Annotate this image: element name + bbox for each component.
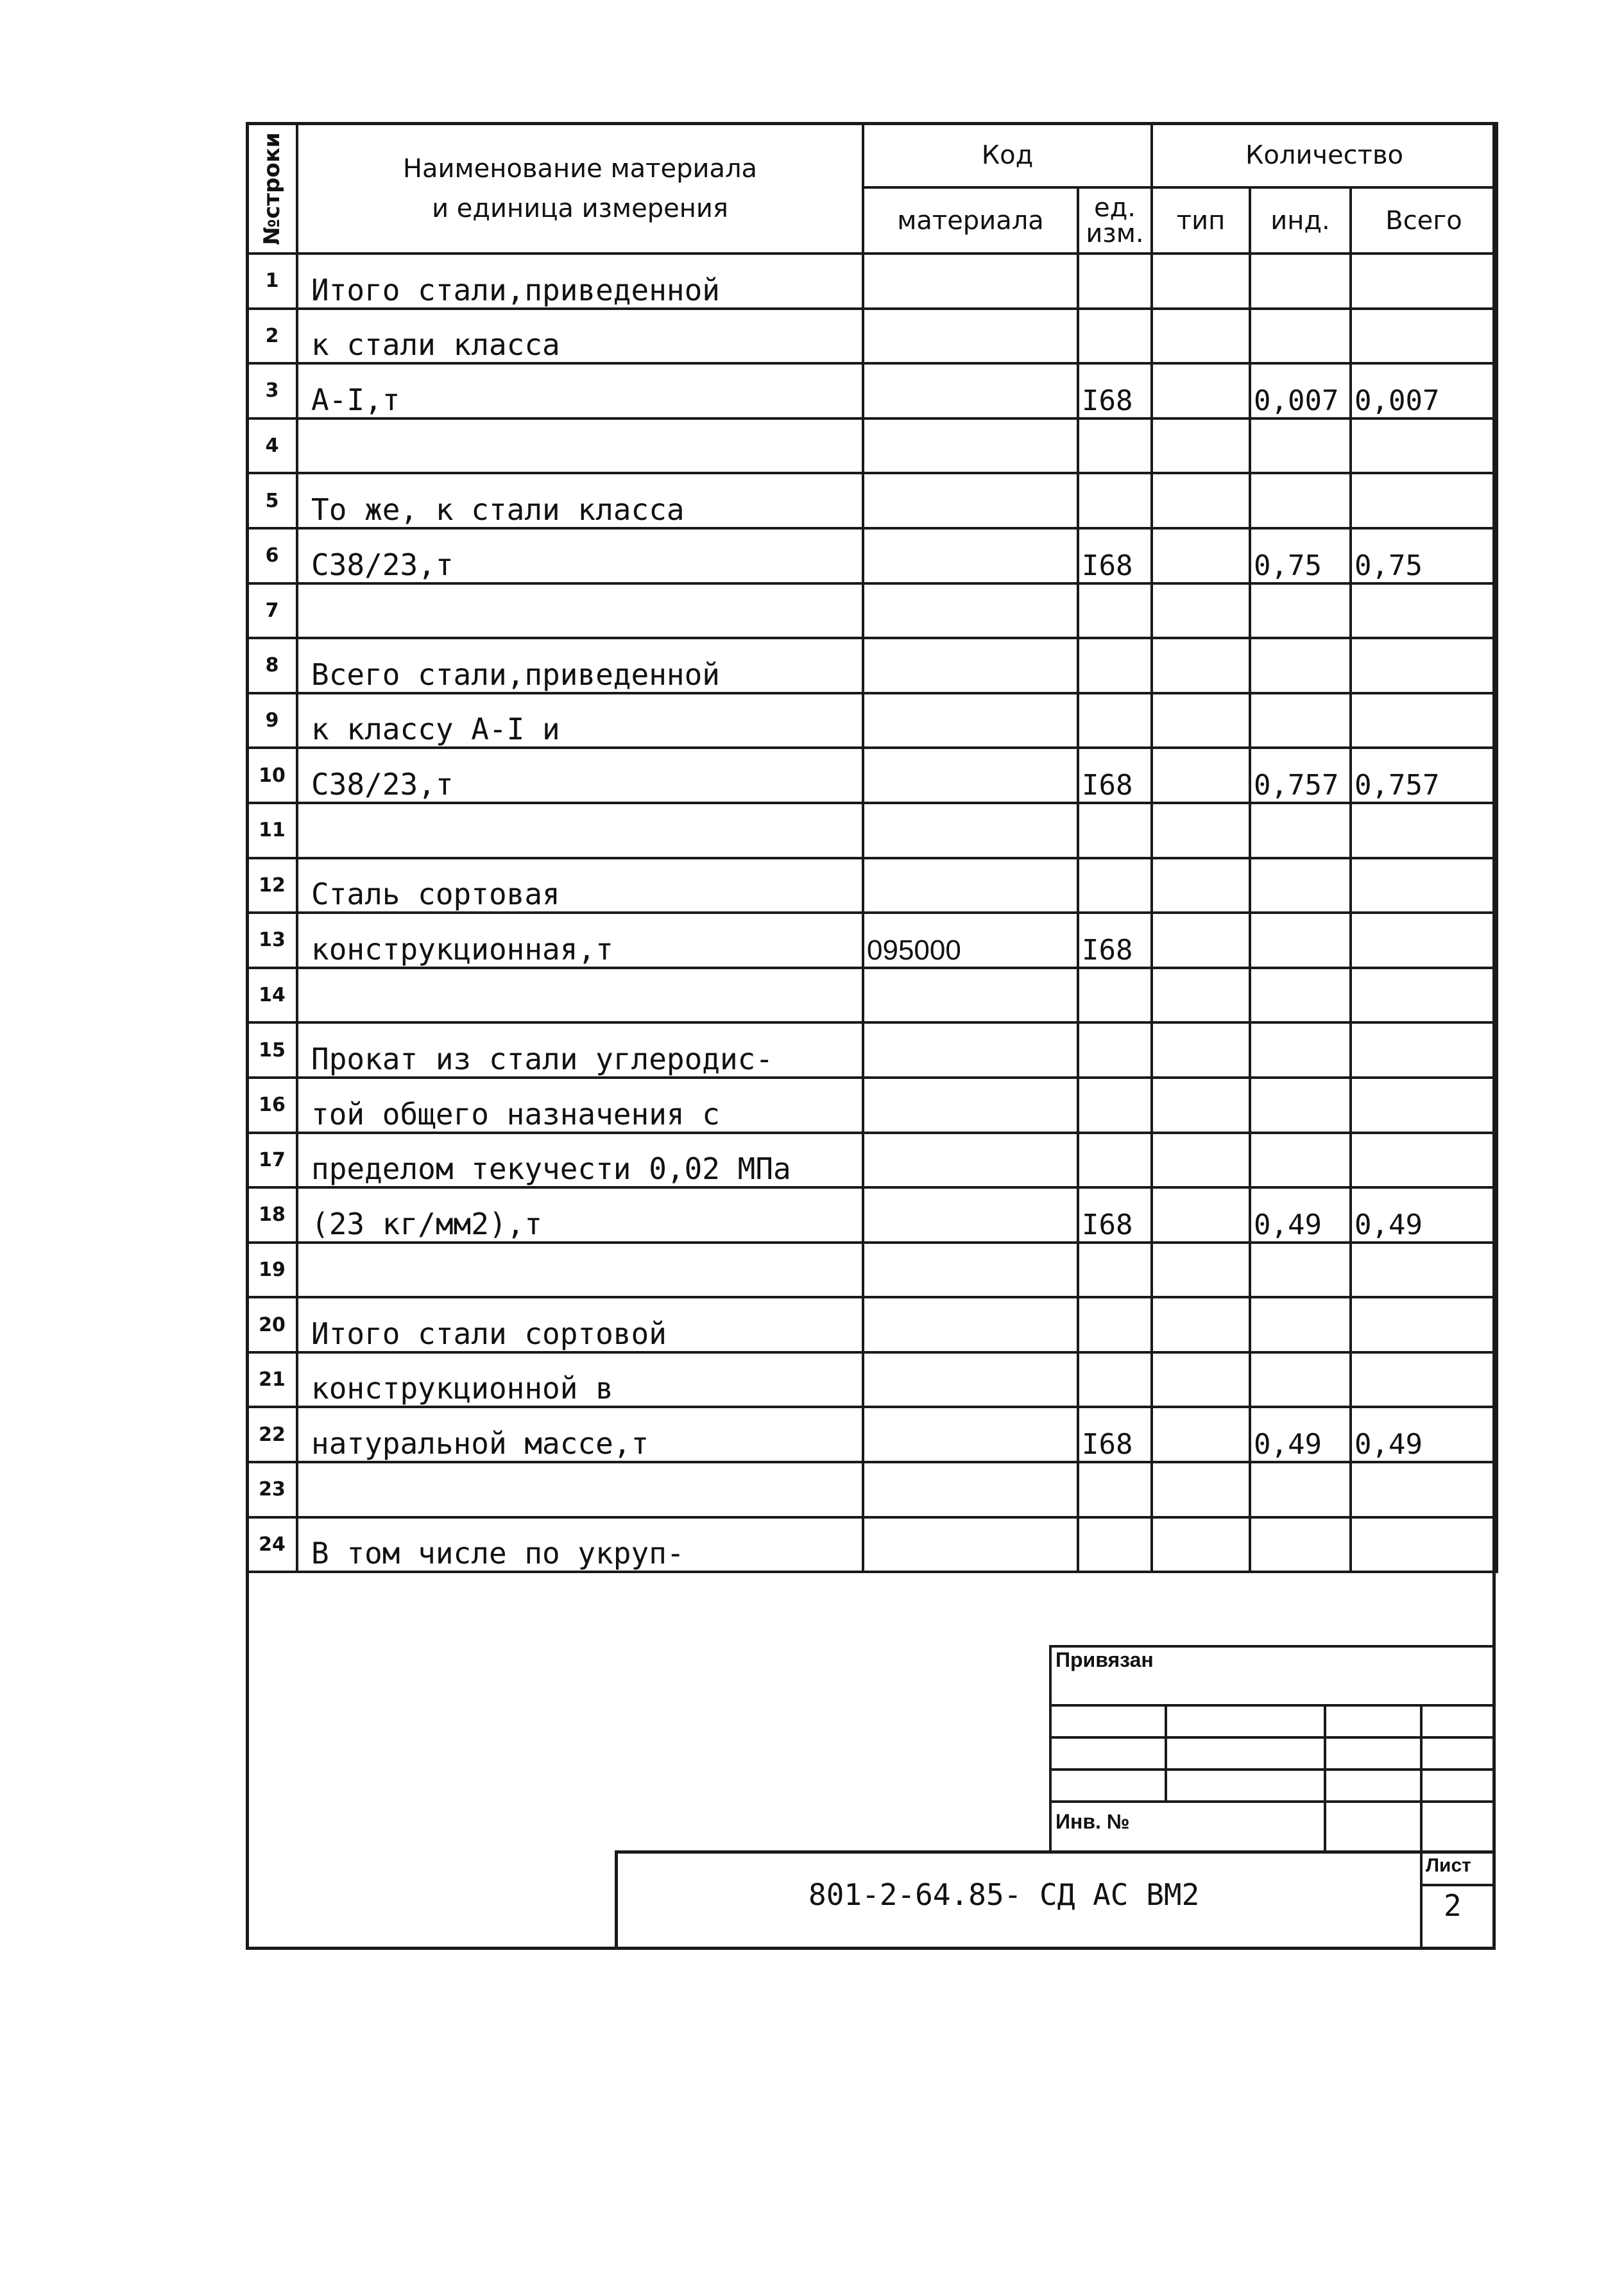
material-code [863, 638, 1078, 693]
quantity-typ [1152, 1297, 1250, 1352]
unit-code: I68 [1078, 528, 1152, 583]
row-number: 23 [247, 1462, 297, 1517]
row-number: 6 [247, 528, 297, 583]
quantity-total [1351, 1462, 1497, 1517]
unit-code [1078, 1517, 1152, 1572]
total-header: Всего [1351, 187, 1497, 254]
row-number: 18 [247, 1187, 297, 1243]
quantity-ind [1250, 1243, 1351, 1298]
row-number: 20 [247, 1297, 297, 1352]
table-row [247, 693, 1497, 748]
quantity-ind [1250, 693, 1351, 748]
quantity-typ [1152, 968, 1250, 1023]
quantity-ind [1250, 1297, 1351, 1352]
quantity-typ [1152, 913, 1250, 968]
row-number: 7 [247, 583, 297, 639]
material-name: Итого стали сортовой [297, 1297, 863, 1352]
unit-code [1078, 858, 1152, 913]
row-number: 2 [247, 309, 297, 364]
unit-code [1078, 1462, 1152, 1517]
title-block-top-line [615, 1850, 1496, 1854]
stamp-row-line [1049, 1736, 1496, 1739]
quantity-typ [1152, 858, 1250, 913]
sheet-number: 2 [1444, 1888, 1462, 1923]
quantity-total: 0,75 [1351, 528, 1497, 583]
stamp-col-line [1420, 1704, 1423, 1852]
row-number: 19 [247, 1243, 297, 1298]
quantity-total [1351, 1297, 1497, 1352]
row-number: 24 [247, 1517, 297, 1572]
quantity-total [1351, 473, 1497, 528]
material-code [863, 418, 1078, 474]
quantity-typ [1152, 363, 1250, 418]
unit-code: I68 [1078, 748, 1152, 803]
row-number: 15 [247, 1022, 297, 1078]
table-row [247, 858, 1497, 913]
inv-number-label: Инв. № [1056, 1810, 1130, 1833]
quantity-ind: 0,49 [1250, 1407, 1351, 1462]
quantity-total [1351, 1078, 1497, 1133]
material-name: То же, к стали класса [297, 473, 863, 528]
quantity-ind: 0,757 [1250, 748, 1351, 803]
quantity-total: 0,49 [1351, 1187, 1497, 1243]
material-name: С38/23,т [297, 748, 863, 803]
quantity-total: 0,757 [1351, 748, 1497, 803]
table-row [247, 1243, 1497, 1298]
material-code [863, 1187, 1078, 1243]
material-code [863, 1297, 1078, 1352]
quantity-total [1351, 1352, 1497, 1408]
row-number: 11 [247, 803, 297, 858]
material-name: В том числе по укруп- [297, 1517, 863, 1572]
material-code [863, 1133, 1078, 1188]
quantity-total [1351, 1133, 1497, 1188]
row-number: 3 [247, 363, 297, 418]
table-row [247, 748, 1497, 803]
unit-code [1078, 1022, 1152, 1078]
quantity-ind [1250, 309, 1351, 364]
quantity-ind [1250, 583, 1351, 639]
stamp-row-line [1049, 1800, 1496, 1803]
table-row [247, 913, 1497, 968]
quantity-typ [1152, 1462, 1250, 1517]
quantity-ind [1250, 1022, 1351, 1078]
unit-code: I68 [1078, 1187, 1152, 1243]
quantity-typ [1152, 309, 1250, 364]
row-number: 17 [247, 1133, 297, 1188]
sheet-label: Лист [1426, 1855, 1471, 1876]
unit-header: ед. изм. [1078, 187, 1152, 254]
quantity-total [1351, 418, 1497, 474]
material-code [863, 968, 1078, 1023]
material-name: Итого стали,приведенной [297, 254, 863, 309]
unit-code [1078, 1078, 1152, 1133]
quantity-ind: 0,007 [1250, 363, 1351, 418]
quantity-typ [1152, 638, 1250, 693]
quantity-ind [1250, 1078, 1351, 1133]
quantity-ind [1250, 638, 1351, 693]
table-row [247, 1022, 1497, 1078]
table-row [247, 309, 1497, 364]
code-header: Код [863, 123, 1152, 187]
material-code: 095000 [863, 913, 1078, 968]
material-code [863, 1022, 1078, 1078]
quantity-ind [1250, 858, 1351, 913]
quantity-total [1351, 913, 1497, 968]
row-number: 21 [247, 1352, 297, 1408]
material-name: натуральной массе,т [297, 1407, 863, 1462]
quantity-typ [1152, 583, 1250, 639]
material-code [863, 1078, 1078, 1133]
material-name [297, 968, 863, 1023]
material-code [863, 363, 1078, 418]
quantity-ind [1250, 968, 1351, 1023]
row-number: 4 [247, 418, 297, 474]
row-number: 13 [247, 913, 297, 968]
material-name: Прокат из стали углеродис- [297, 1022, 863, 1078]
row-number: 8 [247, 638, 297, 693]
table-row [247, 1187, 1497, 1243]
table-row [247, 583, 1497, 639]
unit-code [1078, 968, 1152, 1023]
unit-code [1078, 418, 1152, 474]
sheet-box-left-line [1420, 1850, 1423, 1950]
material-name: пределом текучести 0,02 МПа [297, 1133, 863, 1188]
material-name: A-I,т [297, 363, 863, 418]
stamp-row-line [1049, 1768, 1496, 1771]
quantity-typ [1152, 1133, 1250, 1188]
row-number: 16 [247, 1078, 297, 1133]
unit-code [1078, 473, 1152, 528]
material-code [863, 583, 1078, 639]
quantity-total [1351, 968, 1497, 1023]
quantity-typ [1152, 803, 1250, 858]
quantity-typ [1152, 748, 1250, 803]
row-number: 12 [247, 858, 297, 913]
quantity-typ [1152, 1243, 1250, 1298]
typ-header: тип [1152, 187, 1250, 254]
quantity-typ [1152, 254, 1250, 309]
row-number: 22 [247, 1407, 297, 1462]
quantity-ind [1250, 803, 1351, 858]
table-row [247, 528, 1497, 583]
material-code [863, 693, 1078, 748]
material-code-header: материала [863, 187, 1078, 254]
unit-code: I68 [1078, 913, 1152, 968]
material-code [863, 1407, 1078, 1462]
unit-code [1078, 1133, 1152, 1188]
attached-label: Привязан [1056, 1648, 1154, 1671]
row-number: 14 [247, 968, 297, 1023]
stamp-row-line [1049, 1704, 1496, 1707]
table-row [247, 1078, 1497, 1133]
quantity-total [1351, 638, 1497, 693]
material-name: Сталь сортовая [297, 858, 863, 913]
material-name: конструкционная,т [297, 913, 863, 968]
unit-code [1078, 309, 1152, 364]
quantity-typ [1152, 1407, 1250, 1462]
quantity-ind [1250, 1133, 1351, 1188]
material-code [863, 1243, 1078, 1298]
quantity-total [1351, 309, 1497, 364]
material-name [297, 1462, 863, 1517]
material-name: С38/23,т [297, 528, 863, 583]
quantity-ind [1250, 473, 1351, 528]
quantity-total [1351, 693, 1497, 748]
material-code [863, 1462, 1078, 1517]
stamp-col-line [1324, 1704, 1326, 1852]
quantity-typ [1152, 1187, 1250, 1243]
quantity-total [1351, 254, 1497, 309]
table-row [247, 968, 1497, 1023]
table-row [247, 1517, 1497, 1572]
ind-header: инд. [1250, 187, 1351, 254]
stamp-left-line [1049, 1645, 1052, 1852]
material-name-header: Наименование материала и единица измерения [297, 123, 863, 254]
material-code [863, 1517, 1078, 1572]
material-name: той общего назначения с [297, 1078, 863, 1133]
quantity-total: 0,49 [1351, 1407, 1497, 1462]
quantity-typ [1152, 1022, 1250, 1078]
unit-code [1078, 1243, 1152, 1298]
table-row [247, 418, 1497, 474]
quantity-ind [1250, 913, 1351, 968]
quantity-total [1351, 1243, 1497, 1298]
quantity-header: Количество [1152, 123, 1497, 187]
table-row [247, 254, 1497, 309]
material-name: конструкционной в [297, 1352, 863, 1408]
material-code [863, 748, 1078, 803]
table-row [247, 1133, 1497, 1188]
unit-code [1078, 254, 1152, 309]
quantity-ind [1250, 1517, 1351, 1572]
quantity-total [1351, 858, 1497, 913]
material-name: к стали класса [297, 309, 863, 364]
table-row [247, 1407, 1497, 1462]
quantity-total [1351, 583, 1497, 639]
material-code [863, 528, 1078, 583]
unit-code: I68 [1078, 363, 1152, 418]
quantity-typ [1152, 1352, 1250, 1408]
unit-code [1078, 803, 1152, 858]
document-code: 801-2-64.85- СД АС ВМ2 [808, 1877, 1200, 1912]
row-number: 9 [247, 693, 297, 748]
row-number: 5 [247, 473, 297, 528]
sheet-box-mid-line [1420, 1884, 1496, 1886]
material-name [297, 803, 863, 858]
unit-code: I68 [1078, 1407, 1152, 1462]
material-name: Всего стали,приведенной [297, 638, 863, 693]
quantity-ind [1250, 418, 1351, 474]
quantity-typ [1152, 418, 1250, 474]
material-name: к классу A-I и [297, 693, 863, 748]
material-code [863, 858, 1078, 913]
material-code [863, 1352, 1078, 1408]
unit-code [1078, 583, 1152, 639]
quantity-total: 0,007 [1351, 363, 1497, 418]
unit-code [1078, 638, 1152, 693]
material-code [863, 309, 1078, 364]
table-row [247, 638, 1497, 693]
row-number: 10 [247, 748, 297, 803]
material-name [297, 418, 863, 474]
table-row [247, 473, 1497, 528]
quantity-typ [1152, 1078, 1250, 1133]
unit-code [1078, 693, 1152, 748]
quantity-ind: 0,75 [1250, 528, 1351, 583]
quantity-typ [1152, 1517, 1250, 1572]
quantity-ind [1250, 254, 1351, 309]
quantity-total [1351, 803, 1497, 858]
quantity-typ [1152, 473, 1250, 528]
material-name: (23 кг/мм2),т [297, 1187, 863, 1243]
unit-code [1078, 1297, 1152, 1352]
quantity-ind [1250, 1352, 1351, 1408]
quantity-ind [1250, 1462, 1351, 1517]
material-code [863, 803, 1078, 858]
material-code [863, 473, 1078, 528]
quantity-total [1351, 1517, 1497, 1572]
table-row [247, 363, 1497, 418]
quantity-total [1351, 1022, 1497, 1078]
unit-code [1078, 1352, 1152, 1408]
quantity-typ [1152, 528, 1250, 583]
table-row [247, 1297, 1497, 1352]
stamp-top-line [1049, 1645, 1496, 1648]
material-code [863, 254, 1078, 309]
stamp-col-line [1165, 1704, 1167, 1800]
table-row [247, 1352, 1497, 1408]
quantity-ind: 0,49 [1250, 1187, 1351, 1243]
material-name [297, 1243, 863, 1298]
material-name [297, 583, 863, 639]
quantity-typ [1152, 693, 1250, 748]
row-number-header: №строки [247, 123, 297, 254]
material-spec-table [246, 122, 1498, 1573]
table-row [247, 803, 1497, 858]
row-number: 1 [247, 254, 297, 309]
table-row [247, 1462, 1497, 1517]
title-block-left-line [615, 1850, 618, 1950]
